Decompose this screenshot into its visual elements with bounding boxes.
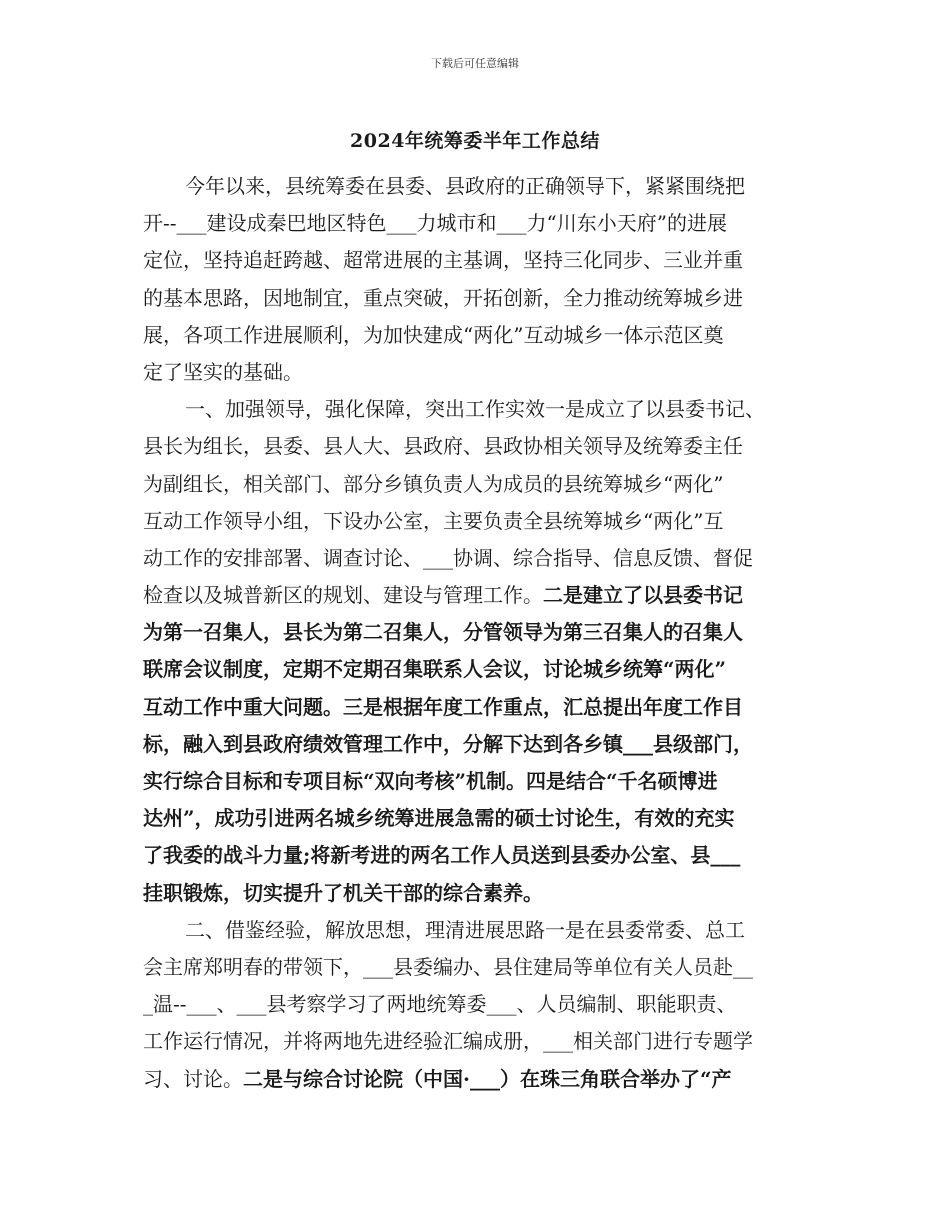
body-line-text: 会主席郑明春的带领下，___县委编办、县住建局等单位有关人员赴__ [143,954,753,979]
document-body [143,168,813,1098]
body-line-text: 挂职锻炼，切实提升了机关干部的综合素养。 [143,880,543,905]
body-line-bold-tail: 二是与综合讨论院（中国·___）在珠三角联合举办了“产 [243,1066,732,1091]
body-line [143,354,813,391]
body-line [143,1061,813,1098]
body-line [143,949,813,986]
body-line [143,763,813,800]
body-line-text: 定了坚实的基础。 [143,359,303,384]
body-line [143,837,813,874]
body-line [143,1023,813,1060]
body-line [143,614,813,651]
body-line [143,503,813,540]
body-line [143,540,813,577]
body-line-text: 开--___建设成秦巴地区特色___力城市和___力“川东小天府”的进展 [143,211,727,236]
body-line-text: 达州”，成功引进两名城乡统筹进展急需的硕士讨论生，有效的充实 [143,806,735,831]
body-line-text: 动工作的安排部署、调查讨论、___协调、综合指导、信息反馈、督促 [143,545,753,570]
body-line-text: 了我委的战斗力量;将新考进的两名工作人员送到县委办公室、县___ [143,843,741,868]
body-line [143,466,813,503]
body-line-text: 今年以来，县统筹委在县委、县政府的正确领导下，紧紧围绕把 [185,174,745,198]
body-line [143,875,813,912]
body-line [143,689,813,726]
body-line [143,912,813,949]
body-line-text: 标，融入到县政府绩效管理工作中，分解下达到各乡镇___县级部门， [143,731,753,756]
body-line [143,205,813,242]
body-line-text: 检查以及城普新区的规划、建设与管理工作。 [143,583,543,608]
body-line-text: 工作运行情况，并将两地先进经验汇编成册，___相关部门进行专题学 [143,1029,753,1054]
header-note: 下载后可任意编辑 [431,57,519,70]
body-line [143,242,813,279]
body-line [143,428,813,465]
body-line [143,168,813,205]
body-line-text: 的基本思路，因地制宜，重点突破，开拓创新，全力推动统筹城乡进 [143,285,743,310]
body-line-text: 为第一召集人，县长为第二召集人，分管领导为第三召集人的召集人 [143,620,743,645]
body-line-text: 习、讨论。 [143,1066,243,1091]
body-line [143,317,813,354]
body-line-text: _温--___、___县考察学习了两地统筹委___、人员编制、职能职责、 [143,992,737,1017]
body-line-text: 定位，坚持追赶跨越、超常进展的主基调，坚持三化同步、三业并重 [143,248,743,273]
body-line-text: 为副组长，相关部门、部分乡镇负责人为成员的县统筹城乡“两化” [143,471,724,496]
body-line [143,391,813,428]
body-line-text: 展，各项工作进展顺利，为加快建成“两化”互动城乡一体示范区奠 [143,322,724,347]
body-line [143,986,813,1023]
body-line [143,726,813,763]
body-line [143,577,813,614]
body-line-text: 互动工作中重大问题。三是根据年度工作重点，汇总提出年度工作目 [143,694,743,719]
body-line-text: 联席会议制度，定期不定期召集联系人会议，讨论城乡统筹“两化” [143,657,727,682]
body-line [143,651,813,688]
body-line [143,800,813,837]
body-line-text: 一、加强领导，强化保障，突出工作实效一是成立了以县委书记、 [185,397,765,422]
body-line-text: 二、借鉴经验，解放思想，理清进展思路一是在县委常委、总工 [185,917,745,942]
body-line-text: 县长为组长，县委、县人大、县政府、县政协相关领导及统筹委主任 [143,434,743,459]
body-line-text: 互动工作领导小组，下设办公室，主要负责全县统筹城乡“两化”互 [143,508,724,533]
body-line-text: 实行综合目标和专项目标“双向考核”机制。四是结合“千名硕博进 [143,769,718,793]
body-line-bold-tail: 二是建立了以县委书记 [543,583,743,608]
body-line [143,280,813,317]
document-title: 2024年统筹委半年工作总结 [350,130,600,152]
